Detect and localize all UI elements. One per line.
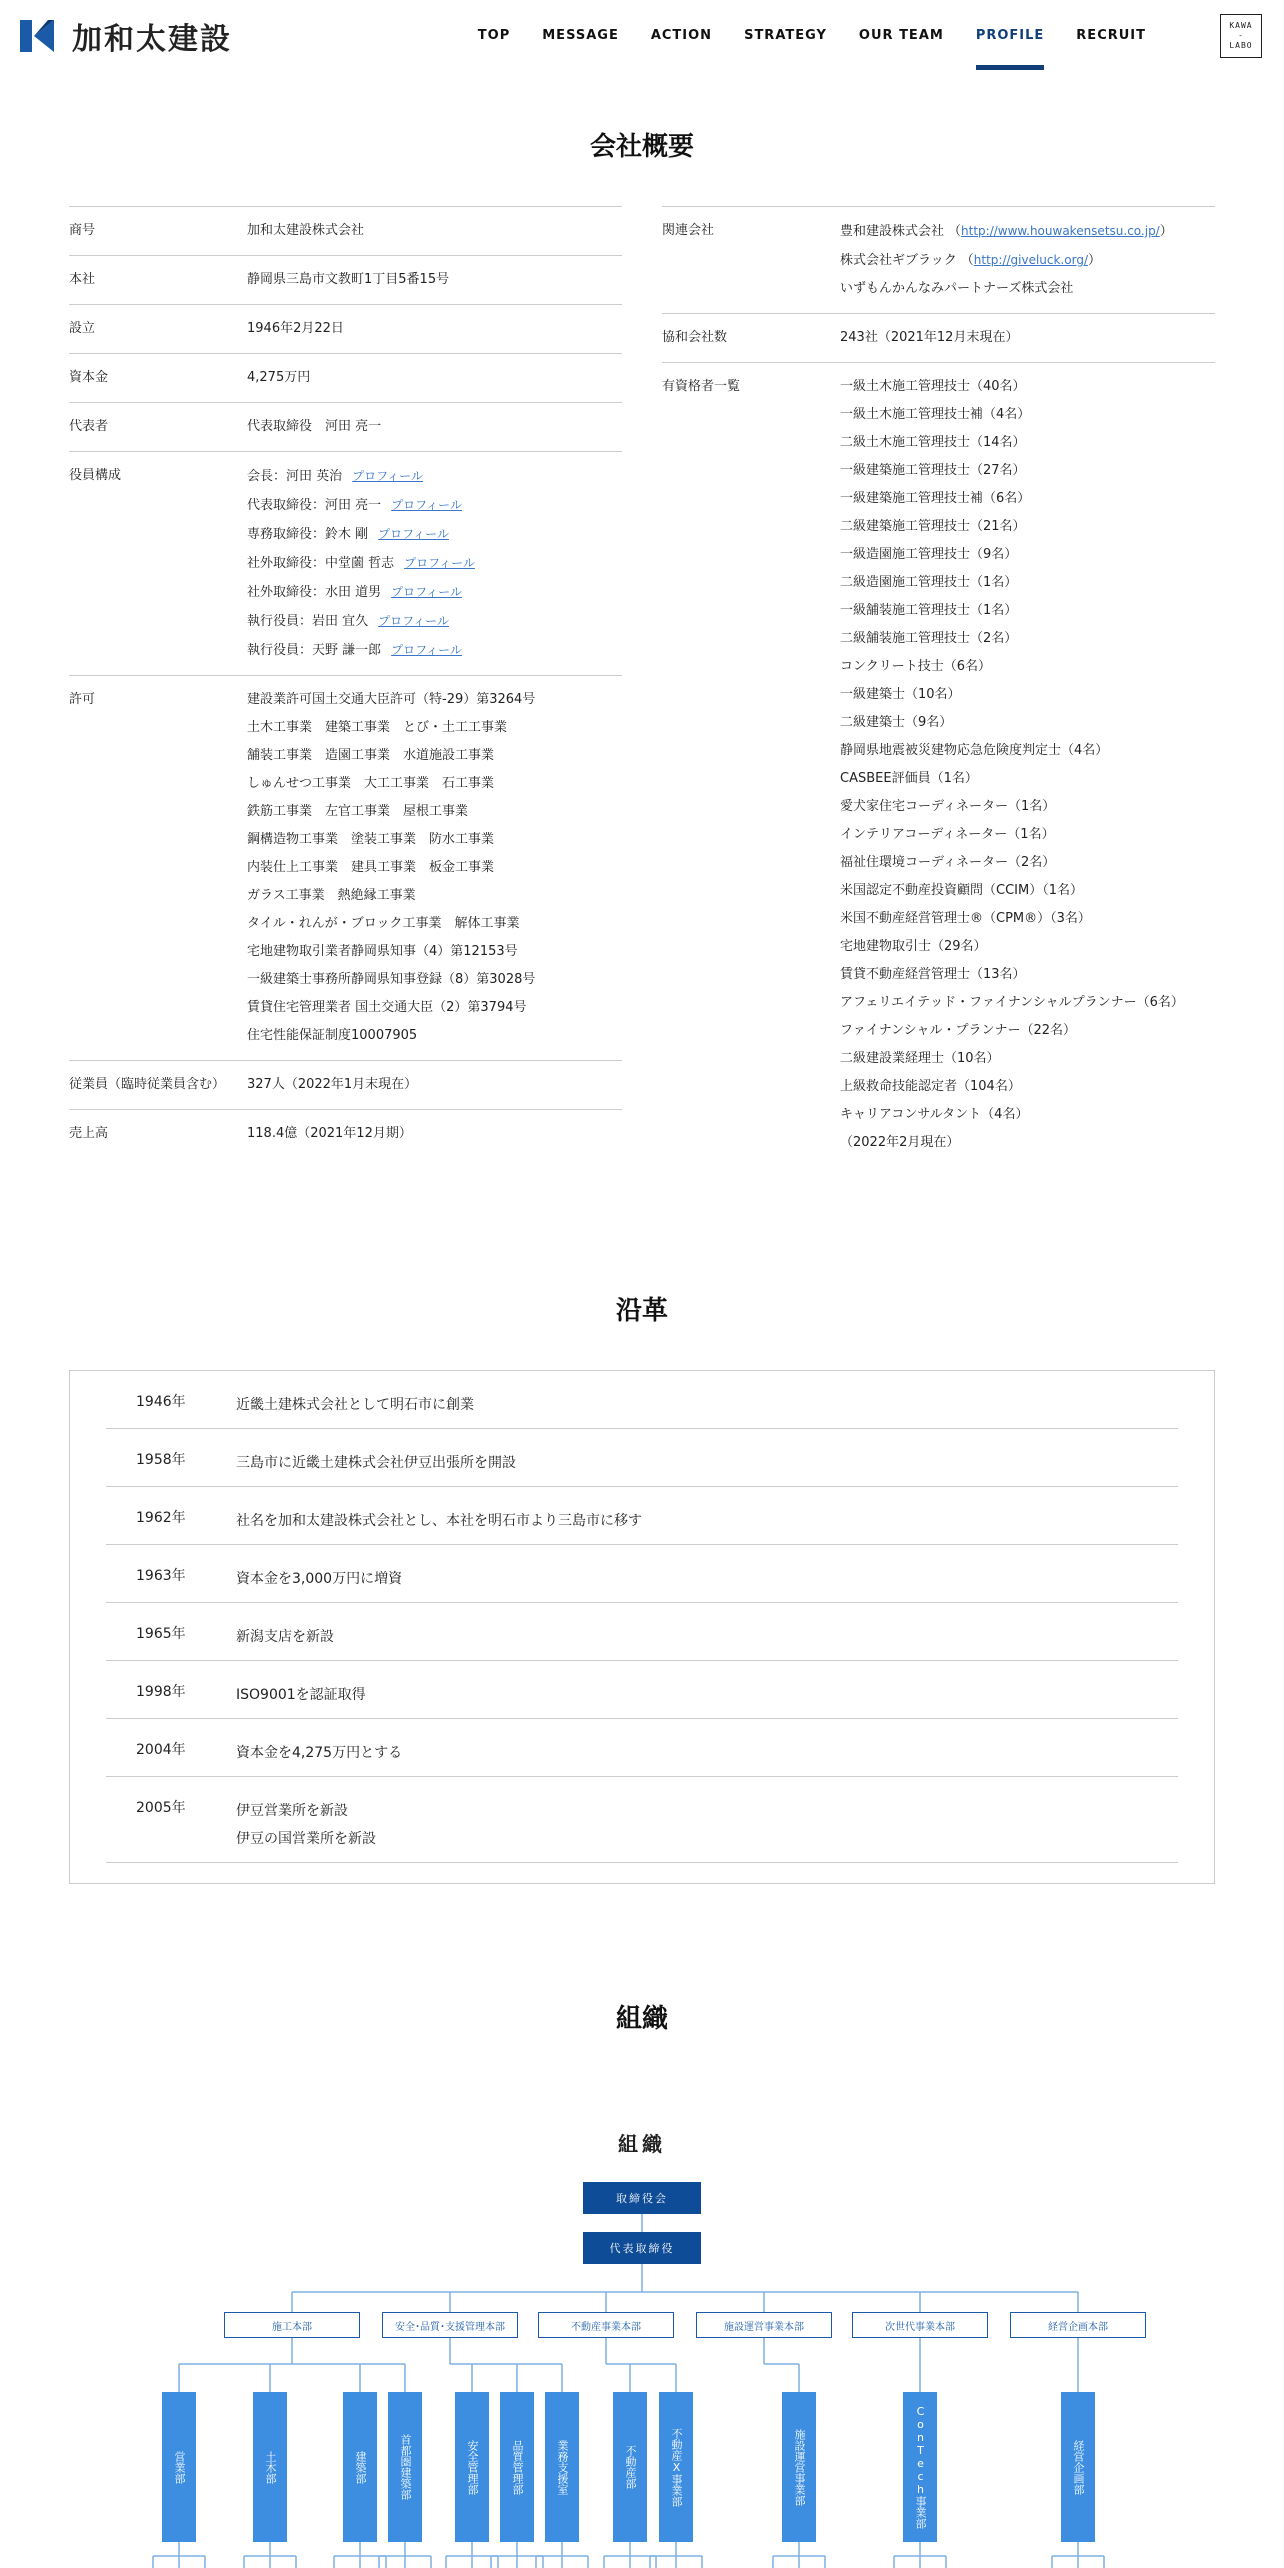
org-department-box: 不動産X事業部 — [659, 2392, 693, 2542]
profile-value — [247, 462, 622, 665]
history-year: 1962年 — [136, 1510, 186, 1526]
profile-value-line: 一級建築施工管理技士（27名） — [840, 463, 1026, 478]
profile-value — [840, 324, 1215, 352]
brand-name: 加和太建設 — [72, 22, 232, 57]
history-event-line: 伊豆の国営業所を新設 — [236, 1831, 376, 1847]
profile-link[interactable]: プロフィール — [378, 614, 449, 628]
history-row — [106, 1777, 1178, 1863]
paren: ） — [1159, 224, 1173, 239]
profile-value-line: 宅地建物取引業者静岡県知事（4）第12153号 — [247, 944, 518, 959]
nav-strategy[interactable]: STRATEGY — [744, 27, 827, 43]
nav-recruit[interactable]: RECRUIT — [1076, 27, 1146, 43]
profile-value-line: キャリアコンサルタント（4名） — [840, 1107, 1029, 1122]
profile-link[interactable]: プロフィール — [391, 585, 462, 599]
profile-row — [69, 675, 622, 1060]
profile-value-line: ガラス工事業 熱絶縁工事業 — [247, 888, 416, 903]
affiliate-name: 豊和建設株式会社 — [840, 224, 945, 239]
org-department-box: 品質管理部 — [500, 2392, 534, 2542]
profile-value — [247, 413, 622, 441]
history-event — [236, 1681, 366, 1709]
affiliate-company — [840, 246, 1215, 275]
org-department-box: 不動産部 — [613, 2392, 647, 2542]
history-row — [106, 1719, 1178, 1777]
profile-row — [69, 1109, 622, 1158]
history-event — [236, 1449, 516, 1477]
profile-label: 商号 — [69, 223, 96, 238]
profile-value-line: 二級建設業経理士（10名） — [840, 1051, 1000, 1066]
profile-value-line: 賃貸不動産経営管理士（13名） — [840, 967, 1026, 982]
history-box — [69, 1370, 1215, 1884]
history-row — [106, 1603, 1178, 1661]
officer-item — [247, 520, 622, 549]
officer-name: 専務取締役：鈴木 剛 — [247, 527, 369, 542]
history-event — [236, 1391, 474, 1419]
history-year: 2004年 — [136, 1742, 186, 1758]
nav-message[interactable]: MESSAGE — [542, 27, 619, 43]
profile-value-line: 建設業許可国土交通大臣許可（特-29）第3264号 — [247, 692, 536, 707]
org-board-box: 取締役会 — [583, 2182, 701, 2214]
history-event — [236, 1565, 402, 1593]
officer-name: 代表取締役：河田 亮一 — [247, 498, 382, 513]
site-header — [0, 0, 1284, 70]
org-division-box: 次世代事業本部 — [852, 2312, 988, 2338]
profile-value-line: 土木工事業 建築工事業 とび・土工工事業 — [247, 720, 508, 735]
profile-value-line: 鋼構造物工事業 塗装工事業 防水工事業 — [247, 832, 495, 847]
profile-value-line: 118.4億（2021年12月期） — [247, 1126, 412, 1141]
profile-value — [247, 266, 622, 294]
profile-value-line: 内装仕上工事業 建具工事業 板金工事業 — [247, 860, 495, 875]
profile-link[interactable]: プロフィール — [391, 643, 462, 657]
profile-label: 許可 — [69, 692, 96, 707]
profile-value-line: 一級土木施工管理技士（40名） — [840, 379, 1026, 394]
company-overview-title: 会社概要 — [589, 132, 694, 162]
profile-value-line: 一級建築士（10名） — [840, 687, 961, 702]
profile-label: 売上高 — [69, 1126, 109, 1141]
profile-value-line: 静岡県地震被災建物応急危険度判定士（4名） — [840, 743, 1109, 758]
org-department-box: 業務支援室 — [545, 2392, 579, 2542]
org-division-box: 安全･品質･支援管理本部 — [382, 2312, 518, 2338]
profile-label: 従業員（臨時従業員含む） — [69, 1077, 226, 1092]
profile-value-line: 243社（2021年12月末現在） — [840, 330, 1019, 345]
org-division-box: 施工本部 — [224, 2312, 360, 2338]
profile-value — [247, 1071, 622, 1099]
profile-value-line: タイル・れんが・ブロック工事業 解体工事業 — [247, 916, 520, 931]
history-year: 1963年 — [136, 1568, 186, 1584]
profile-value — [247, 686, 622, 1050]
profile-value-line: 福祉住環境コーディネーター（2名） — [840, 855, 1056, 870]
profile-value-line: 二級建築施工管理技士（21名） — [840, 519, 1026, 534]
profile-value-line: 住宅性能保証制度10007905 — [247, 1028, 418, 1043]
organization-title: 組織 — [615, 2004, 668, 2034]
profile-link[interactable]: プロフィール — [404, 556, 475, 570]
profile-value-line: 静岡県三島市文教町1丁目5番15号 — [247, 272, 450, 287]
history-year: 2005年 — [136, 1800, 186, 1816]
affiliate-url-link[interactable]: http://www.houwakensetsu.co.jp/ — [961, 224, 1160, 238]
paren: （ — [960, 253, 974, 268]
org-department-box: 施設運営事業部 — [782, 2392, 816, 2542]
history-event-line: 資本金を4,275万円とする — [236, 1745, 403, 1761]
officer-item — [247, 607, 622, 636]
profile-value — [247, 364, 622, 392]
profile-value — [247, 315, 622, 343]
main-nav — [462, 0, 1162, 70]
history-event — [236, 1797, 376, 1853]
history-event-line: 伊豆営業所を新設 — [236, 1803, 348, 1819]
affiliate-company — [840, 275, 1215, 303]
affiliate-name: いずもんかんなみパートナーズ株式会社 — [840, 281, 1074, 296]
org-ceo-box: 代表取締役 — [583, 2232, 701, 2264]
org-department-box: ConTech事業部 — [903, 2392, 937, 2542]
org-department-box: 営業部 — [162, 2392, 196, 2542]
profile-row — [69, 255, 622, 304]
profile-value-line: 鉄筋工事業 左官工事業 屋根工事業 — [247, 804, 469, 819]
profile-value-line: ファイナンシャル・プランナー（22名） — [840, 1023, 1077, 1038]
officer-item — [247, 491, 622, 520]
profile-label: 資本金 — [69, 370, 109, 385]
profile-value-line: 一級土木施工管理技士補（4名） — [840, 407, 1031, 422]
nav-top[interactable]: TOP — [477, 27, 511, 43]
paren: ） — [1088, 253, 1102, 268]
profile-link[interactable]: プロフィール — [352, 469, 423, 483]
history-year: 1965年 — [136, 1626, 186, 1642]
officer-item — [247, 578, 622, 607]
officer-item — [247, 462, 622, 491]
officer-name: 社外取締役：水田 道男 — [247, 585, 382, 600]
officer-item — [247, 636, 622, 665]
profile-row — [69, 451, 622, 675]
profile-label: 関連会社 — [662, 223, 715, 238]
profile-value-line: 加和太建設株式会社 — [247, 223, 365, 238]
org-division-box: 経営企画本部 — [1010, 2312, 1146, 2338]
history-row — [106, 1429, 1178, 1487]
profile-value-line: 米国不動産経営管理士®（CPM®）（3名） — [840, 911, 1091, 926]
profile-value-line: （2022年2月現在） — [840, 1135, 960, 1150]
profile-value-line: 一級建築士事務所静岡県知事登録（8）第3028号 — [247, 972, 536, 987]
profile-value-line: 二級造園施工管理技士（1名） — [840, 575, 1018, 590]
profile-value-line: 一級建築施工管理技士補（6名） — [840, 491, 1031, 506]
history-event-line: ISO9001を認証取得 — [236, 1687, 366, 1703]
profile-value-line: CASBEE評価員（1名） — [840, 771, 978, 786]
profile-value-line: 327人（2022年1月末現在） — [247, 1077, 418, 1092]
profile-value-line: アフェリエイテッド・ファイナンシャルプランナー（6名） — [840, 995, 1184, 1010]
org-division-box: 不動産事業本部 — [538, 2312, 674, 2338]
profile-value — [247, 217, 622, 245]
profile-row — [69, 402, 622, 451]
profile-label: 本社 — [69, 272, 96, 287]
kawa-labo-button[interactable]: KAWA - LABO — [1220, 14, 1262, 58]
history-row — [106, 1545, 1178, 1603]
profile-value-line: しゅんせつ工事業 大工工事業 石工事業 — [247, 776, 495, 791]
profile-row — [662, 362, 1215, 1167]
profile-value-line: 賃貸住宅管理業者 国土交通大臣（2）第3794号 — [247, 1000, 527, 1015]
company-table-right — [662, 206, 1215, 1167]
profile-link[interactable]: プロフィール — [391, 498, 462, 512]
org-department-box: 土木部 — [253, 2392, 287, 2542]
affiliate-url-link[interactable]: http://giveluck.org/ — [973, 253, 1088, 267]
officer-item — [247, 549, 622, 578]
org-chart-title: 組織 — [618, 2132, 666, 2156]
profile-value-line: 二級土木施工管理技士（14名） — [840, 435, 1026, 450]
logo[interactable] — [18, 14, 232, 58]
history-event-line: 新潟支店を新設 — [236, 1629, 334, 1645]
profile-label: 設立 — [69, 321, 96, 336]
profile-link[interactable]: プロフィール — [378, 527, 449, 541]
org-department-box: 安全管理部 — [455, 2392, 489, 2542]
history-year: 1958年 — [136, 1452, 186, 1468]
profile-row — [662, 313, 1215, 362]
nav-action[interactable]: ACTION — [650, 27, 713, 43]
history-event-line: 三島市に近畿土建株式会社伊豆出張所を開設 — [236, 1455, 516, 1471]
profile-value-line: 二級舗装施工管理技士（2名） — [840, 631, 1018, 646]
profile-value-line: 1946年2月22日 — [247, 321, 344, 336]
affiliate-name: 株式会社ギブラック — [840, 253, 957, 268]
profile-value-line: 一級舗装施工管理技士（1名） — [840, 603, 1018, 618]
profile-value — [247, 1120, 622, 1148]
history-row — [106, 1661, 1178, 1719]
profile-value-line: 舗装工事業 造園工事業 水道施設工事業 — [247, 748, 495, 763]
history-event — [236, 1739, 402, 1767]
profile-value-line: 米国認定不動産投資顧問（CCIM）（1名） — [840, 883, 1083, 898]
officer-name: 社外取締役：中堂薗 哲志 — [247, 556, 395, 571]
history-event — [236, 1507, 642, 1535]
org-department-box: 首都圏建築部 — [388, 2392, 422, 2542]
affiliate-company — [840, 217, 1215, 246]
history-year: 1946年 — [136, 1394, 186, 1410]
profile-value-line: インテリアコーディネーター（1名） — [840, 827, 1055, 842]
profile-value-line: 代表取締役 河田 亮一 — [247, 419, 382, 434]
profile-value-line: 二級建築士（9名） — [840, 715, 953, 730]
history-event-line: 社名を加和太建設株式会社とし、本社を明石市より三島市に移す — [236, 1513, 642, 1529]
org-chart — [0, 2120, 1284, 2568]
profile-label: 代表者 — [69, 419, 109, 434]
profile-row — [69, 353, 622, 402]
officer-name: 会長：河田 英治 — [247, 469, 343, 484]
profile-row — [69, 206, 622, 255]
history-title: 沿革 — [615, 1296, 668, 1326]
profile-value-line: 上級救命技能認定者（104名） — [840, 1079, 1021, 1094]
org-department-box: 建築部 — [343, 2392, 377, 2542]
history-year: 1998年 — [136, 1684, 186, 1700]
history-event-line: 近畿土建株式会社として明石市に創業 — [236, 1397, 474, 1413]
profile-value-line: 4,275万円 — [247, 370, 311, 385]
profile-row — [69, 304, 622, 353]
profile-value-line: コンクリート技士（6名） — [840, 659, 992, 674]
paren: （ — [948, 224, 962, 239]
logo-mark-icon — [18, 18, 58, 54]
profile-label: 有資格者一覧 — [662, 379, 741, 394]
history-event-line: 資本金を3,000万円に増資 — [236, 1571, 403, 1587]
officer-name: 執行役員：天野 謙一郎 — [247, 643, 382, 658]
profile-label: 協和会社数 — [662, 330, 728, 345]
history-event — [236, 1623, 334, 1651]
profile-value-line: 宅地建物取引士（29名） — [840, 939, 987, 954]
nav-our-team[interactable]: OUR TEAM — [858, 27, 944, 43]
history-row — [106, 1371, 1178, 1429]
profile-label: 役員構成 — [69, 468, 122, 483]
profile-value — [840, 217, 1215, 303]
officer-name: 執行役員：岩田 宜久 — [247, 614, 369, 629]
profile-row — [69, 1060, 622, 1109]
company-table-left — [69, 206, 622, 1158]
nav-profile[interactable]: PROFILE — [960, 0, 1060, 70]
profile-row — [662, 206, 1215, 313]
profile-value — [840, 373, 1215, 1157]
history-row — [106, 1487, 1178, 1545]
profile-value-line: 一級造園施工管理技士（9名） — [840, 547, 1018, 562]
org-department-box: 経営企画部 — [1061, 2392, 1095, 2542]
org-division-box: 施設運営事業本部 — [696, 2312, 832, 2338]
profile-value-line: 愛犬家住宅コーディネーター（1名） — [840, 799, 1056, 814]
